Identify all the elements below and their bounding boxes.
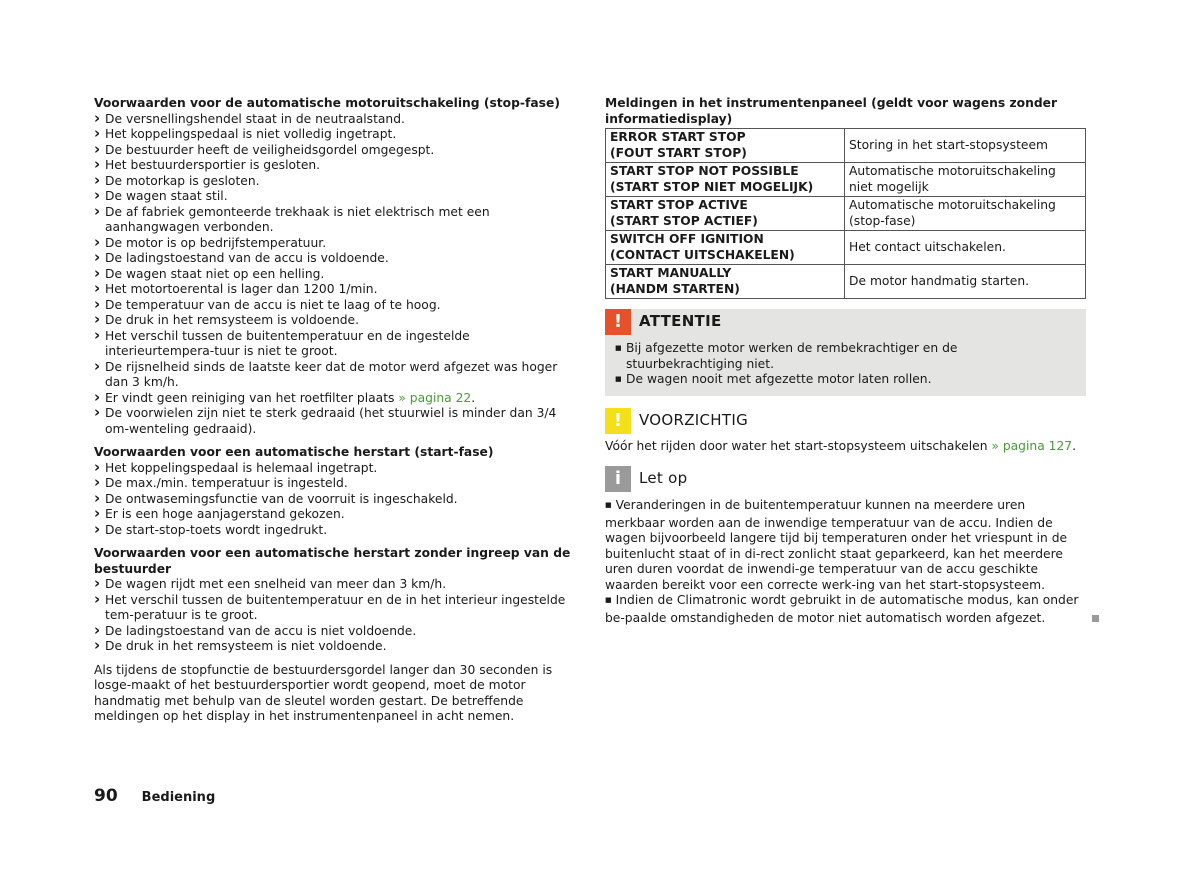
table-row: [606, 129, 1086, 163]
caution-text: Vóór het rijden door water het start-stopsysteem uitschakelen: [605, 438, 992, 453]
page-link-22[interactable]: » pagina 22: [398, 390, 472, 405]
auto-restart-conditions-list: [94, 577, 576, 655]
message-description: Automatische motoruitschakeling (stop-fase): [845, 197, 1086, 231]
list-item: › Het bestuurdersportier is gesloten.: [94, 158, 576, 174]
page-footer: [94, 786, 215, 806]
list-item: › De rijsnelheid sinds de laatste keer dat de motor werd afgezet was hoger dan 3 km/h.: [94, 360, 576, 391]
let-op-header: [605, 466, 1086, 492]
page-number: 90: [94, 786, 118, 806]
message-code: SWITCH OFF IGNITION: [610, 232, 764, 246]
let-op-paragraph: [605, 498, 1086, 593]
voorzichtig-text: [605, 439, 1086, 455]
list-item: › Het koppelingspedaal is helemaal ingetrapt.: [94, 461, 576, 477]
list-item: › De start-stop-toets wordt ingedrukt.: [94, 523, 576, 539]
message-code-translation: (CONTACT UITSCHAKELEN): [610, 247, 795, 262]
list-item: › De motor is op bedrijfstemperatuur.: [94, 236, 576, 252]
table-row: [606, 265, 1086, 299]
list-item: › De druk in het remsysteem is voldoende.: [94, 313, 576, 329]
voorzichtig-header: [605, 408, 1086, 434]
list-item: › De ontwasemingsfunctie van de voorruit is ingeschakeld.: [94, 492, 576, 508]
messages-table: [605, 128, 1086, 299]
list-item-text: Er vindt geen reiniging van het roetfilter plaats: [105, 390, 399, 405]
list-item: › De ladingstoestand van de accu is niet voldoende.: [94, 624, 576, 640]
warning-exclamation-icon: !: [605, 309, 631, 335]
section-heading-stop-phase: Voorwaarden voor de automatische motoruitschakeling (stop-fase): [94, 96, 560, 110]
list-item: › De max./min. temperatuur is ingesteld.: [94, 476, 576, 492]
message-code-cell: [606, 231, 845, 265]
let-op-note-box: [605, 466, 1086, 626]
let-op-paragraph: [605, 593, 1086, 626]
attentie-warning-box: [605, 309, 1086, 396]
section-heading-start-phase: Voorwaarden voor een automatische herstart (start-fase): [94, 445, 494, 459]
message-code: START STOP NOT POSSIBLE: [610, 164, 799, 178]
list-item: › De druk in het remsysteem is niet voldoende.: [94, 639, 576, 655]
list-item: › De wagen rijdt met een snelheid van meer dan 3 km/h.: [94, 577, 576, 593]
list-item: ■ Bij afgezette motor werken de rembekrachtiger en de stuurbekrachtiging niet.: [615, 341, 1076, 372]
list-item: › De wagen staat stil.: [94, 189, 576, 205]
table-heading: Meldingen in het instrumentenpaneel (geldt voor wagens zonder informatiedisplay): [605, 96, 1058, 126]
table-row: [606, 163, 1086, 197]
belt-door-paragraph: Als tijdens de stopfunctie de bestuurdersgordel langer dan 30 seconden is losge-maakt of het bestuurdersportier wordt geopend, moet de motor handmatig met behulp van de sleutel worden gestart. De betreffende meldingen op het display in het instrumentenpaneel in acht nemen.: [94, 662, 553, 723]
message-code-cell: [606, 129, 845, 163]
list-item: › De motorkap is gesloten.: [94, 174, 576, 190]
message-code-cell: [606, 197, 845, 231]
list-item: › De versnellingshendel staat in de neutraalstand.: [94, 112, 576, 128]
square-bullet-icon: ■: [605, 596, 612, 604]
info-icon: i: [605, 466, 631, 492]
caution-exclamation-icon: !: [605, 408, 631, 434]
page-link-127[interactable]: » pagina 127: [991, 438, 1073, 453]
list-item: › De voorwielen zijn niet te sterk gedraaid (het stuurwiel is minder dan 3/4 om-wenteling gedraaid).: [94, 406, 576, 437]
section-name: Bediening: [141, 790, 216, 805]
let-op-text: Veranderingen in de buitentemperatuur kunnen na meerdere uren merkbaar worden aan de inwendige temperatuur van de accu. Indien de wagen bijvoorbeeld langere tijd bij temperaturen onder het vriespunt in de buitenlucht staat of in di-rect zonlicht staat geparkeerd, kan het meerdere uren duren voordat de inwendi-ge temperatuur van de accu geschikte waarden bereikt voor een correcte werk-ing van het start-stopsysteem.: [605, 498, 1068, 592]
message-code-translation: (START STOP NIET MOGELIJK): [610, 179, 814, 194]
message-description: Het contact uitschakelen.: [845, 231, 1086, 265]
list-item: › De wagen staat niet op een helling.: [94, 267, 576, 283]
let-op-text: Indien de Climatronic wordt gebruikt in de automatische modus, kan onder be-paalde omstandigheden de motor niet automatisch worden afgezet.: [605, 593, 1079, 625]
end-of-section-mark-icon: [1092, 615, 1099, 622]
list-item-end: .: [471, 390, 476, 405]
caution-text-end: .: [1072, 438, 1077, 453]
list-item: › De ladingstoestand van de accu is voldoende.: [94, 251, 576, 267]
table-row: [606, 231, 1086, 265]
start-phase-conditions-list: [94, 461, 576, 539]
list-item: › Het verschil tussen de buitentemperatuur en de in het interieur ingestelde tem-peratuur is te groot.: [94, 593, 576, 624]
square-bullet-icon: ■: [605, 501, 612, 509]
stop-phase-conditions-list: [94, 112, 576, 438]
voorzichtig-caution-box: [605, 408, 1086, 455]
let-op-title: Let op: [639, 469, 688, 488]
message-code-cell: [606, 163, 845, 197]
list-item: › Het motortoerental is lager dan 1200 1/min.: [94, 282, 576, 298]
attentie-header: [605, 309, 1086, 335]
left-column: [94, 96, 576, 725]
list-item: › Het verschil tussen de buitentemperatuur en de ingestelde interieurtempera-tuur is niet te groot.: [94, 329, 576, 360]
message-code: START MANUALLY: [610, 266, 732, 280]
list-item: › Het koppelingspedaal is niet volledig ingetrapt.: [94, 127, 576, 143]
attentie-title: ATTENTIE: [639, 312, 722, 331]
message-code-translation: (HANDM STARTEN): [610, 281, 740, 296]
list-item: › De temperatuur van de accu is niet te laag of te hoog.: [94, 298, 576, 314]
list-item: [94, 391, 576, 407]
message-description: De motor handmatig starten.: [845, 265, 1086, 299]
message-code-translation: (FOUT START STOP): [610, 145, 747, 160]
message-description: Storing in het start-stopsysteem: [845, 129, 1086, 163]
attentie-list: [605, 341, 1086, 388]
message-code: ERROR START STOP: [610, 130, 746, 144]
table-row: [606, 197, 1086, 231]
message-code-translation: (START STOP ACTIEF): [610, 213, 758, 228]
voorzichtig-title: VOORZICHTIG: [639, 410, 748, 429]
message-code: START STOP ACTIVE: [610, 198, 748, 212]
right-column: [605, 96, 1086, 626]
list-item: › Er is een hoge aanjagerstand gekozen.: [94, 507, 576, 523]
section-heading-auto-restart: Voorwaarden voor een automatische herstart zonder ingreep van de bestuurder: [94, 546, 571, 576]
message-description: Automatische motoruitschakeling niet mogelijk: [845, 163, 1086, 197]
list-item: › De af fabriek gemonteerde trekhaak is niet elektrisch met een aanhangwagen verbonden.: [94, 205, 576, 236]
list-item: ■ De wagen nooit met afgezette motor laten rollen.: [615, 372, 1076, 388]
list-item: › De bestuurder heeft de veiligheidsgordel omgegespt.: [94, 143, 576, 159]
message-code-cell: [606, 265, 845, 299]
